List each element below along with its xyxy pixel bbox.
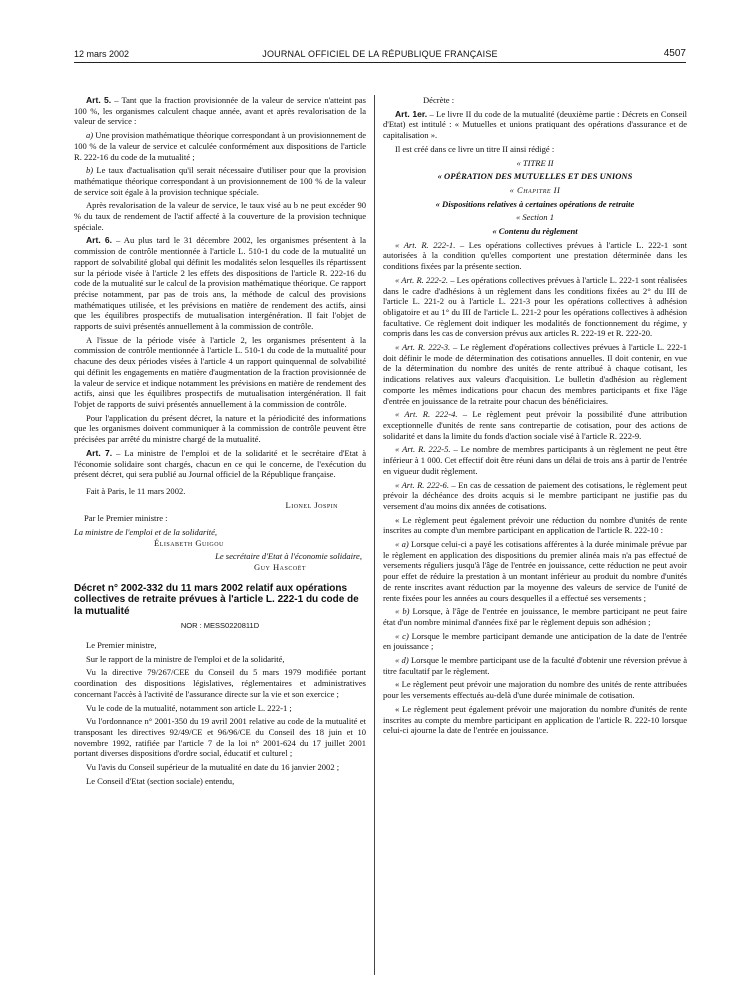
decree-title: Décret n° 2002-332 du 11 mars 2002 relatif aux opérations collectives de retraite prévues à l'article L. 222-1 du code de la mutualité — [74, 582, 359, 617]
page-number: 4507 — [663, 48, 686, 59]
fait: Fait à Paris, le 11 mars 2002. — [86, 485, 186, 496]
art-r222-6: « Art. R. 222-6. – En cas de cessation de paiement des cotisations, le règlement peut prévoir la déchéance des droits acquis si le membre participant ne justifie pas du versement d'au moins dix années de cotisations. — [383, 479, 687, 511]
par-premier-ministre: Par le Premier ministre : — [84, 513, 168, 524]
item-a: « a) Lorsque celui-ci a payé les cotisations afférentes à la durée minimale prévue par le règlement en application des dispositions du premier alinéa mais n'a pas effectué de versements réguliers jusqu'à l'âge de l'entrée en jouissance, cette réduction ne peut avoir pour effet de réduire la prestation à un montant inférieur au produit du nombre d'unités de rente inscrites avant réduction par la moyenne des valeurs de service de l'unité de rente fixées pour les années au cours desquelles il a effectué ses versements ; — [383, 539, 687, 603]
visa-ordonnance: Vu l'ordonnance n° 2001-350 du 19 avril 2001 relative au code de la mutualité et transposant les directives 92/49/CE et 96/96/CE du Conseil des 18 juin et 10 novembre 1992, ratifiée par l'article 7 de la loi n° 2001-624 du 17 juillet 2001 portant diverses dispositions d'ordre social, éducatif et culturel ; — [74, 716, 366, 759]
titre-name: « OPÉRATION DES MUTUELLES ET DES UNIONS — [437, 171, 633, 182]
visa-directive: Vu la directive 79/267/CEE du Conseil du 5 mars 1979 modifiée portant coordination des dispositions législatives, réglementaires et administratives concernant l'accès à l'activité de l'assurance directe sur la vie et son exercice ; — [74, 667, 366, 699]
secretary-name: Guy Hascoët — [254, 562, 306, 573]
art5-b: b) Le taux d'actualisation qu'il serait nécessaire d'utiliser pour que la provision mathématique théorique correspondant à un provisionnement de 100 % de la valeur de service soit égale à la provision technique spéciale. — [74, 165, 366, 197]
paragraph-majoration-2: « Le règlement peut également prévoir une majoration du nombre d'unités de rente inscrites au compte du membre participant en application de l'article R. 222-10 lorsque celui-ci ajourne la date de l'entrée en jouissance. — [383, 703, 687, 736]
art1: Art. 1er. – Le livre II du code de la mutualité (deuxième partie : Décrets en Conseil d'Etat) est intitulé : « Mutuelles et unions pratiquant des opérations d'assurance et de capitalisation ». — [383, 108, 687, 141]
paragraph-majoration-1: « Le règlement peut prévoir une majoration du nombre des unités de rente attribuées pour les versements effectués au-delà d'une durée minimale de cotisation. — [383, 679, 687, 701]
titre-cree: Il est créé dans ce livre un titre II ainsi rédigé : — [395, 143, 555, 154]
item-b: « b) Lorsque, à l'âge de l'entrée en jouissance, le membre participant ne peut faire état d'un nombre minimal d'années fixé par le règlement depuis son adhésion ; — [383, 606, 688, 627]
right-column — [383, 95, 687, 739]
art-r222-3: « Art. R. 222-3. – Le règlement d'opérations collectives prévues à l'article L. 222-1 doit définir le mode de détermination des cotisations annuelles. Il doit contenir, en vue de la détermination du nombre des unités de rente attribué à chaque cotisant, les indications relatives aux valeurs d'acquisition. Le bulletin d'adhésion au règlement comporte les mêmes indications pour chacun des membres participants et fixe l'âge d'entrée en jouissance de la retraite pour chacun des bénéficiaires. — [383, 342, 687, 406]
left-column — [74, 95, 366, 789]
page-header — [74, 48, 686, 63]
minister-title: La ministre de l'emploi et de la solidarité, — [74, 527, 217, 538]
paragraph-reduction: « Le règlement peut également prévoir une réduction du nombre d'unités de rente inscrites au compte d'un membre participant en application de l'article R. 222-10 : — [383, 514, 687, 536]
art-r222-4: « Art. R. 222-4. – Le règlement peut prévoir la possibilité d'une attribution exceptionnelle d'unités de rente sans contrepartie de cotisation, pour des actions de solidarité et dans la limite du fonds d'action sociale visé à l'article R. 222-9. — [383, 409, 687, 441]
chapitre-heading: « Chapitre II — [509, 184, 561, 195]
nor-reference: NOR : MESS0220811D — [180, 621, 260, 631]
item-d: « d) Lorsque le membre participant use de la faculté d'obtenir une réversion prévue à titre facultatif par le règlement. — [383, 655, 688, 676]
art5-after: Après revalorisation de la valeur de service, le taux visé au b ne peut excéder 90 % du taux de rendement de l'actif affecté à la couverture de la provision technique spéciale. — [74, 200, 366, 232]
art7: Art. 7. – La ministre de l'emploi et de la solidarité et le secrétaire d'Etat à l'économie solidaire sont chargés, chacun en ce qui le concerne, de l'exécution du présent décret, qui sera publié au Journal officiel de la République française. — [74, 447, 366, 480]
column-divider — [374, 95, 375, 975]
item-c: « c) Lorsque le membre participant demande une anticipation de la date de l'entrée en jouissance ; — [383, 630, 687, 652]
chapitre-name: « Dispositions relatives à certaines opérations de retraite — [435, 198, 635, 209]
minister-name: Élisabeth Guigou — [154, 537, 224, 548]
signature-pm: Lionel Jospin — [285, 499, 338, 510]
header-title: JOURNAL OFFICIEL DE LA RÉPUBLIQUE FRANÇAISE — [262, 49, 498, 59]
art-r222-1: « Art. R. 222-1. – Les opérations collectives prévues à l'article L. 222-1 sont autorisées à la condition qu'elles comportent une prestation déterminée dans les conditions fixées par la présente section. — [383, 239, 687, 272]
art6-p2: A l'issue de la période visée à l'article 2, les organismes présentent à la commission de contrôle mentionnée à l'article L. 510-1 du code de la mutualité pour chacune des deux périodes visées à l'article 4 un rapport quinquennal de solvabilité qui définit les engagements en matière d'augmentation de la fraction provisionnée de la valeur de service et indique notamment les prévisions en matière de rendement des actifs, ainsi que les équilibres prospectifs de mutualisation intergénération. Il fait l'objet de rapports de suivi présentés annuellement à la commission de contrôle. — [74, 334, 366, 409]
art5-intro: Art. 5. – Tant que la fraction provisionnée de la valeur de service n'atteint pas 100 %, les organismes calculent chaque année, avant et après revalorisation de la valeur de service : — [74, 95, 366, 127]
contenu-heading: « Contenu du règlement — [492, 226, 578, 237]
visa-code: Vu le code de la mutualité, notamment son article L. 222-1 ; — [86, 702, 292, 713]
decrete: Décrète : — [423, 95, 455, 105]
art-r222-2: « Art. R. 222-2. – Les opérations collectives prévues à l'article L. 222-1 sont réalisées dans le cadre d'adhésions à un règlement dans les conditions fixées au 2° du III de l'article L. 221-2 ou à l'article L. 221-3 pour les opérations collectives à adhésion obligatoire et au 1° du III de l'article L. 221-2 pour les opérations collectives à adhésion facultative. Ce règlement doit indiquer les modalités de fonctionnement du régime, y compris dans les cas de conversion prévus aux articles R. 222-19 et R. 222-20. — [383, 274, 687, 339]
visa-avis: Vu l'avis du Conseil supérieur de la mutualité en date du 16 janvier 2002 ; — [86, 762, 340, 773]
titre-heading: « TITRE II — [516, 157, 554, 168]
art-r222-5: « Art. R. 222-5. – Le nombre de membres participants à un règlement ne peut être inférieur à 1 000. Cet effectif doit être réuni dans un délai de trois ans à partir de l'entrée en vigueur dudit règlement. — [383, 444, 688, 476]
visa-premier-ministre: Le Premier ministre, — [86, 640, 157, 651]
art5-a: a) Une provision mathématique théorique correspondant à un provisionnement de 100 % de la valeur de service et calculée conformément aux dispositions de l'article R. 222-16 du code de la mutualité ; — [74, 130, 366, 162]
visa-rapport: Sur le rapport de la ministre de l'emploi et de la solidarité, — [86, 653, 285, 664]
header-date: 12 mars 2002 — [74, 49, 130, 59]
visa-conseil: Le Conseil d'Etat (section sociale) entendu, — [86, 775, 235, 786]
art6-intro: Art. 6. – Au plus tard le 31 décembre 2002, les organismes présentent à la commission de contrôle mentionnée à l'article L. 510-1 du code de la mutualité un rapport de solvabilité global qui définit les modalités selon lesquelles ils répartissent sur la période visée à l'article 2 les effets des dispositions de l'article R. 222-16 du code de la mutualité sur le calcul de la provision mathématique théorique. Ce rapport précise notamment, par pas de trois ans, la méthode de calcul des provisions mathématiques utilisée, et les prévisions en matière de rendement des actifs, ainsi que les équilibres prospectifs de mutualisation intergénération. Il fait l'objet de rapports de suivi présentés annuellement à la commission de contrôle. — [74, 235, 366, 332]
section-heading: « Section 1 — [516, 212, 554, 223]
secretary-title: Le secrétaire d'Etat à l'économie solidaire, — [215, 551, 362, 562]
art6-p3: Pour l'application du présent décret, la nature et la périodicité des informations que les organismes doivent communiquer à la commission de contrôle peuvent être précisées par arrêté du ministre chargé de la mutualité. — [74, 412, 366, 445]
